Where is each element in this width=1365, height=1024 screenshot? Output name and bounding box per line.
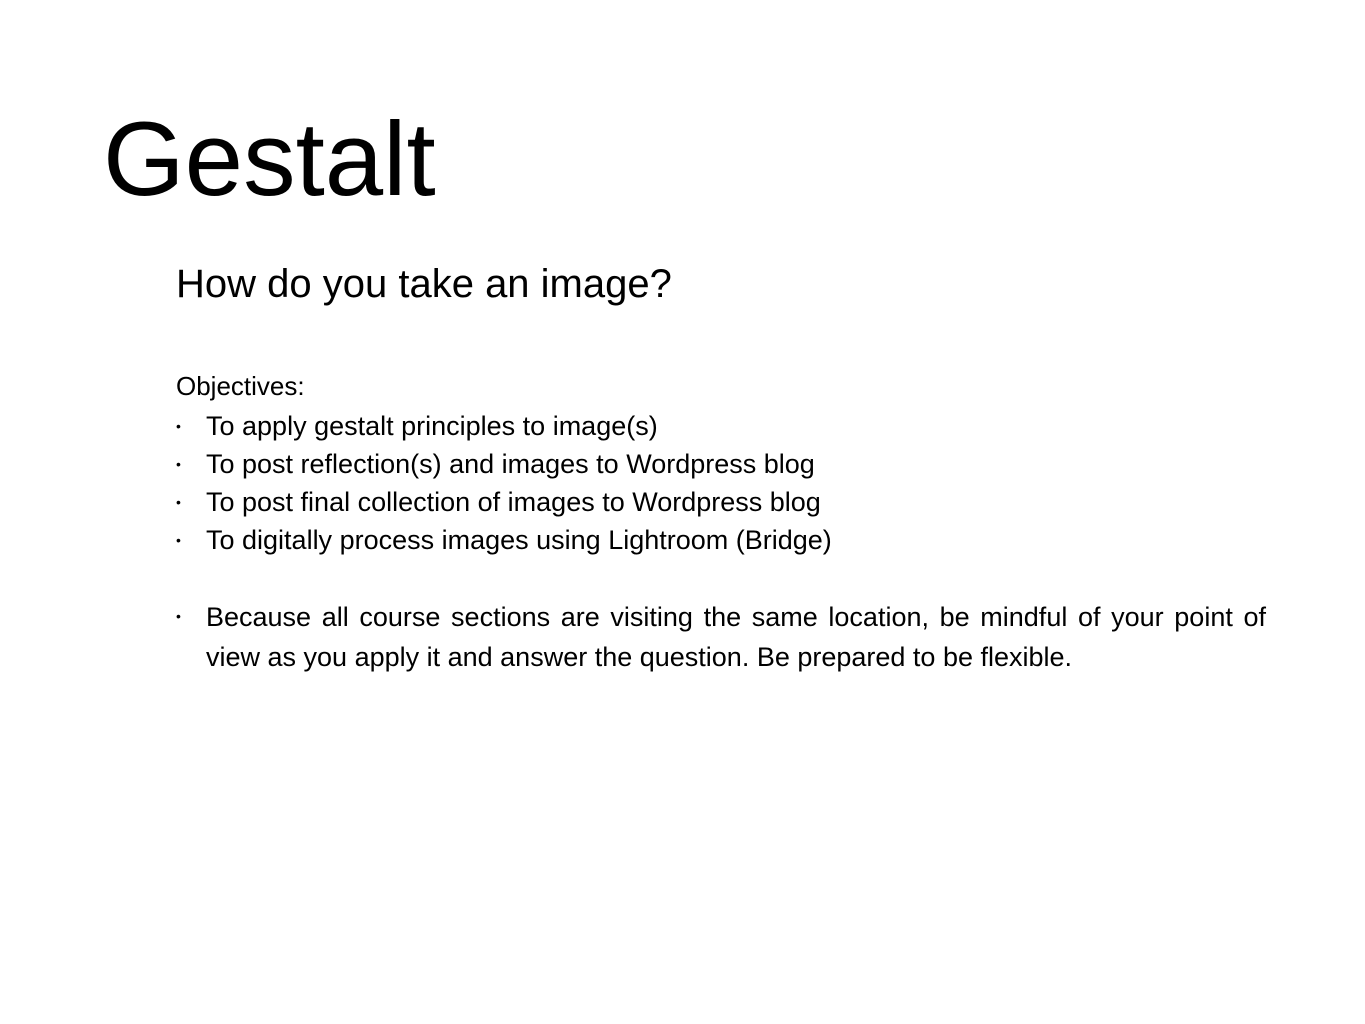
bullet-icon: • — [176, 532, 181, 548]
objective-item — [176, 521, 1286, 559]
bullet-icon: • — [176, 494, 181, 510]
objective-item — [176, 483, 1286, 521]
objective-text: To post reflection(s) and images to Wordpress blog — [206, 449, 815, 479]
note-list — [176, 597, 1266, 677]
objective-item — [176, 445, 1286, 483]
objectives-list — [176, 407, 1286, 559]
objective-text: To digitally process images using Lightroom (Bridge) — [206, 525, 832, 555]
bullet-icon: • — [176, 456, 181, 472]
note-text: Because all course sections are visiting the same location, be mindful of your point of view as you apply it and answer the question. Be prepared to be flexible. — [206, 602, 1266, 672]
objective-item — [176, 407, 1286, 445]
bullet-icon: • — [176, 608, 181, 624]
objective-text: To apply gestalt principles to image(s) — [206, 411, 658, 441]
slide-title: Gestalt — [103, 101, 436, 218]
note-item — [176, 597, 1266, 677]
slide-subtitle: How do you take an image? — [176, 262, 672, 306]
objective-text: To post final collection of images to Wordpress blog — [206, 487, 821, 517]
objectives-label: Objectives: — [176, 371, 305, 401]
bullet-icon: • — [176, 418, 181, 434]
